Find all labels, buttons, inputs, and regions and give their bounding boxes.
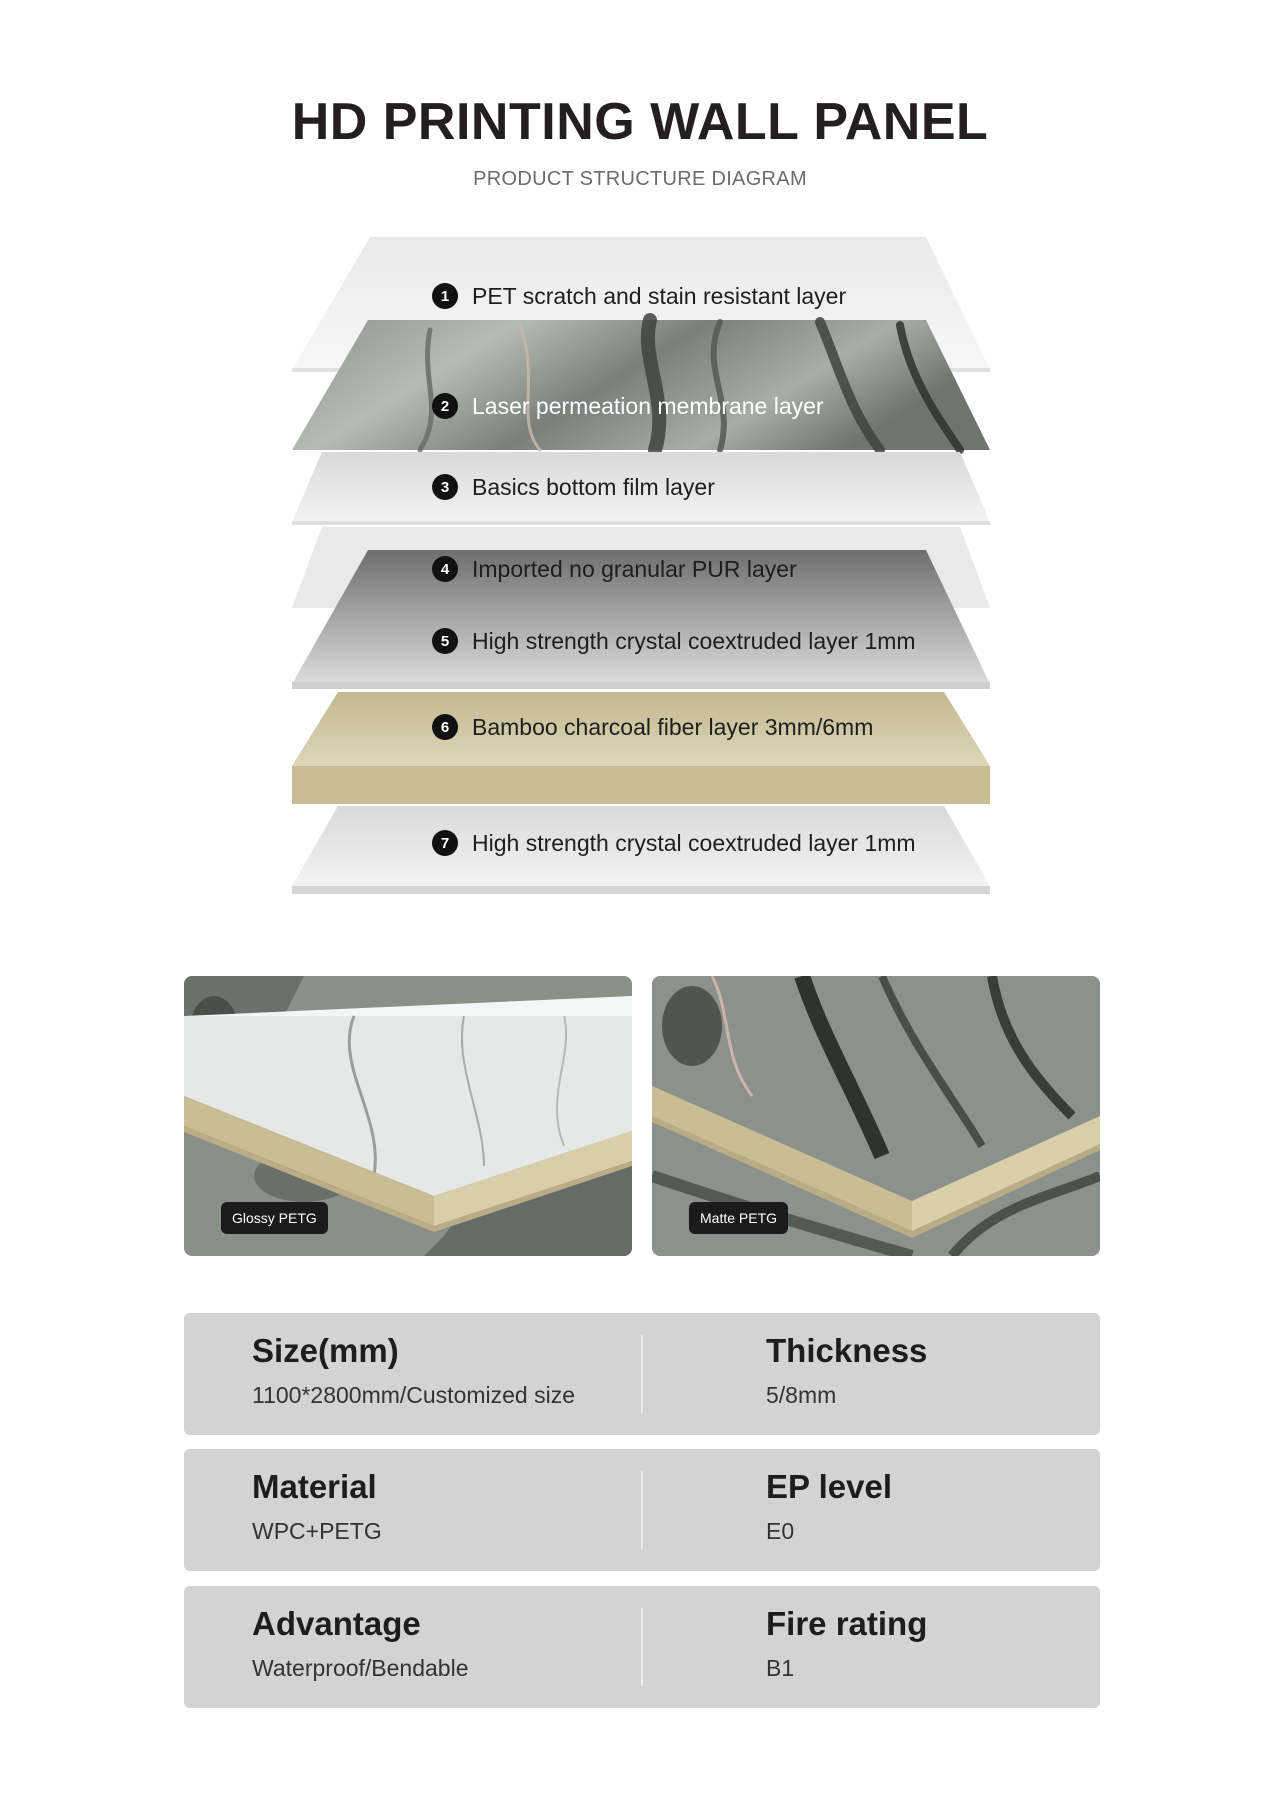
spec-value: E0 bbox=[766, 1518, 795, 1544]
layer-6-bamboo-edge bbox=[292, 766, 990, 804]
spec-divider bbox=[641, 1335, 643, 1413]
layer-number-badge: 5 bbox=[432, 628, 458, 654]
page-title: HD PRINTING WALL PANEL bbox=[291, 93, 989, 151]
layer-name: High strength crystal coextruded layer 1mm bbox=[472, 829, 916, 856]
layer-name: High strength crystal coextruded layer 1mm bbox=[472, 627, 916, 654]
layer-number-badge: 7 bbox=[432, 830, 458, 856]
matte-petg-photo bbox=[652, 976, 1100, 1256]
layer-label-4 bbox=[432, 555, 797, 583]
spec-thickness bbox=[766, 1331, 927, 1409]
spec-value: WPC+PETG bbox=[252, 1518, 382, 1544]
layer-number-badge: 2 bbox=[432, 393, 458, 419]
layer-7-edge bbox=[292, 886, 990, 894]
layer-label-1 bbox=[432, 282, 846, 310]
spec-label: Advantage bbox=[252, 1605, 421, 1642]
spec-fire-rating bbox=[766, 1604, 927, 1682]
spec-row-size-thickness bbox=[184, 1313, 1100, 1435]
spec-value: 5/8mm bbox=[766, 1382, 837, 1408]
layer-3-edge bbox=[292, 521, 990, 525]
spec-advantage bbox=[252, 1604, 469, 1682]
glossy-petg-photo bbox=[184, 976, 632, 1256]
layer-label-6 bbox=[432, 713, 873, 741]
layer-number-badge: 1 bbox=[432, 283, 458, 309]
spec-divider bbox=[641, 1471, 643, 1549]
layer-name: Laser permeation membrane layer bbox=[472, 392, 824, 419]
finish-tag-glossy: Glossy PETG bbox=[221, 1202, 328, 1234]
spec-row-advantage-fire bbox=[184, 1586, 1100, 1708]
layer-label-2 bbox=[432, 392, 824, 420]
spec-row-material-ep bbox=[184, 1449, 1100, 1571]
layer-label-5 bbox=[432, 627, 916, 655]
layer-number-badge: 3 bbox=[432, 474, 458, 500]
spec-ep-level bbox=[766, 1467, 892, 1545]
layer-label-7 bbox=[432, 829, 916, 857]
finish-tag-matte: Matte PETG bbox=[689, 1202, 788, 1234]
layer-number-badge: 6 bbox=[432, 714, 458, 740]
layer-name: Basics bottom film layer bbox=[472, 473, 715, 500]
layer-label-3 bbox=[432, 473, 715, 501]
spec-label: Material bbox=[252, 1468, 377, 1505]
spec-label: EP level bbox=[766, 1468, 892, 1505]
spec-value: Waterproof/Bendable bbox=[252, 1655, 469, 1681]
spec-label: Fire rating bbox=[766, 1605, 928, 1642]
spec-material bbox=[252, 1467, 382, 1545]
layer-name: Imported no granular PUR layer bbox=[472, 555, 797, 582]
spec-divider bbox=[641, 1608, 643, 1686]
spec-value: B1 bbox=[766, 1655, 795, 1681]
layer-name: Bamboo charcoal fiber layer 3mm/6mm bbox=[472, 713, 874, 740]
spec-label: Size(mm) bbox=[252, 1332, 399, 1369]
page-subtitle: PRODUCT STRUCTURE DIAGRAM bbox=[473, 168, 807, 190]
spec-label: Thickness bbox=[766, 1332, 928, 1369]
layer-5-edge bbox=[292, 682, 990, 689]
layer-name: PET scratch and stain resistant layer bbox=[472, 282, 847, 309]
spec-size bbox=[252, 1331, 575, 1409]
spec-value: 1100*2800mm/Customized size bbox=[252, 1382, 576, 1408]
layer-number-badge: 4 bbox=[432, 556, 458, 582]
